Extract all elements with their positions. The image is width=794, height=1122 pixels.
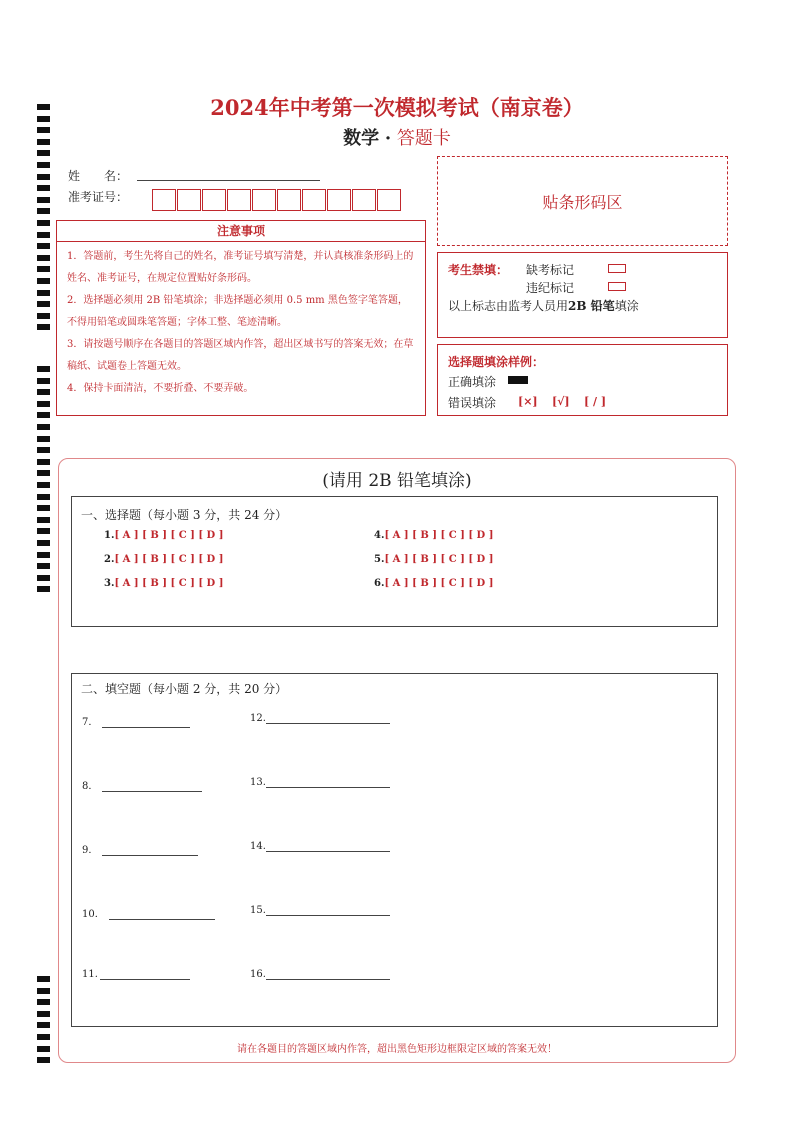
id-digit-box[interactable] (252, 189, 276, 211)
question-number: 2. (104, 554, 115, 565)
timing-mark (37, 290, 50, 296)
notice-panel (56, 220, 426, 416)
answer-line[interactable] (102, 845, 198, 856)
timing-mark (37, 162, 50, 168)
timing-mark (37, 278, 50, 284)
timing-mark (37, 366, 50, 372)
question-number: 5. (374, 554, 385, 565)
question-number: 3. (104, 578, 115, 589)
question-number: 16. (250, 969, 266, 980)
choice-question-4[interactable] (374, 530, 493, 541)
question-number: 13. (250, 777, 266, 788)
footer-warning: 请在各题目的答题区域内作答，超出黑色矩形边框限定区域的答案无效！ (237, 1044, 557, 1055)
timing-mark (37, 1057, 50, 1063)
ban-heading: 考生禁填： (448, 263, 509, 277)
ban-note-bold: 2B 铅笔 (568, 299, 615, 313)
timing-mark (37, 505, 50, 511)
id-digit-box[interactable] (302, 189, 326, 211)
answer-line[interactable] (109, 909, 215, 920)
notice-heading: 注意事项 (57, 221, 425, 242)
answer-line[interactable] (100, 969, 190, 980)
timing-mark (37, 220, 50, 226)
timing-mark (37, 324, 50, 330)
timing-mark (37, 575, 50, 581)
timing-mark (37, 389, 50, 395)
id-digit-box[interactable] (377, 189, 401, 211)
fill-question-16 (250, 969, 390, 980)
timing-mark (37, 412, 50, 418)
timing-mark (37, 150, 50, 156)
choice-question-5[interactable] (374, 554, 493, 565)
timing-mark (37, 255, 50, 261)
subtitle-dot: · (384, 128, 392, 149)
fill-question-12 (250, 713, 390, 724)
timing-mark (37, 517, 50, 523)
question-number: 7． (82, 717, 99, 728)
id-digit-box[interactable] (277, 189, 301, 211)
id-digit-box[interactable] (152, 189, 176, 211)
fill-question-13 (250, 777, 390, 788)
timing-mark (37, 301, 50, 307)
fill-section-title: 二、填空题（每小题 2 分，共 20 分） (81, 682, 288, 696)
id-number-boxes[interactable] (152, 189, 402, 211)
timing-mark (37, 174, 50, 180)
choice-section-title: 一、选择题（每小题 3 分，共 24 分） (81, 508, 288, 522)
timing-mark (37, 378, 50, 384)
wrong-mark-3: [ / ] (584, 395, 607, 408)
timing-mark (37, 313, 50, 319)
card-type: 答题卡 (396, 128, 451, 149)
timing-mark (37, 436, 50, 442)
pencil-hint: (请用 2B 铅笔填涂) (322, 471, 472, 491)
question-number: 10． (82, 909, 105, 920)
choice-question-6[interactable] (374, 578, 493, 589)
subject-name: 数学 (343, 128, 380, 149)
timing-mark (37, 999, 50, 1005)
notice-item: 4．保持卡面清洁，不要折叠、不要弄破。 (67, 383, 254, 394)
notice-item: 1．答题前，考生先将自己的姓名，准考证号填写清楚，并认真核准条形码上的姓名、准考证号，在规定位置贴好条形码。 (67, 251, 414, 284)
answer-line[interactable] (266, 905, 390, 916)
answer-options[interactable]: [ A ] [ B ] [ C ] [ D ] (114, 578, 224, 589)
answer-line[interactable] (266, 969, 390, 980)
answer-line[interactable] (102, 717, 190, 728)
name-label: 姓 名： (68, 169, 129, 183)
question-number: 6. (374, 578, 385, 589)
timing-mark (37, 528, 50, 534)
timing-mark (37, 976, 50, 982)
timing-mark (37, 540, 50, 546)
fill-question-7 (82, 713, 190, 728)
fill-question-10 (82, 905, 215, 920)
id-digit-box[interactable] (227, 189, 251, 211)
choice-question-3[interactable] (104, 578, 223, 589)
answer-options[interactable]: [ A ] [ B ] [ C ] [ D ] (114, 530, 224, 541)
timing-mark (37, 197, 50, 203)
correct-fill-swatch (508, 376, 528, 384)
ban-note (448, 297, 639, 314)
timing-mark (37, 243, 50, 249)
timing-mark (37, 447, 50, 453)
answer-options[interactable]: [ A ] [ B ] [ C ] [ D ] (384, 530, 494, 541)
violation-label: 违纪标记 (526, 281, 575, 295)
fill-sample-panel (437, 344, 728, 416)
timing-mark (37, 586, 50, 592)
fill-question-11 (82, 969, 190, 980)
wrong-fill-label: 错误填涂 (448, 396, 497, 410)
notice-item: 3．请按题号顺序在各题目的答题区域内作答，超出区域书写的答案无效；在草稿纸、试题卷上答题无效。 (67, 339, 414, 372)
wrong-mark-2: [√] (552, 395, 570, 408)
question-number: 8． (82, 781, 99, 792)
absent-label: 缺考标记 (526, 263, 575, 277)
answer-line[interactable] (102, 781, 202, 792)
question-number: 1. (104, 530, 115, 541)
timing-mark (37, 401, 50, 407)
wrong-mark-1: [×] (518, 395, 538, 408)
question-number: 12. (250, 713, 266, 724)
answer-options[interactable]: [ A ] [ B ] [ C ] [ D ] (384, 554, 494, 565)
question-number: 9． (82, 845, 99, 856)
fill-question-9 (82, 841, 198, 856)
barcode-area (437, 156, 728, 246)
question-number: 4. (374, 530, 385, 541)
id-digit-box[interactable] (202, 189, 226, 211)
name-field[interactable] (137, 180, 320, 181)
question-number: 15. (250, 905, 266, 916)
timing-mark (37, 185, 50, 191)
barcode-label: 贴条形码区 (542, 192, 623, 212)
ban-note-end: 填涂 (614, 299, 639, 313)
choice-question-1[interactable] (104, 530, 223, 541)
choice-question-2[interactable] (104, 554, 223, 565)
fill-question-8 (82, 777, 202, 792)
timing-mark (37, 563, 50, 569)
timing-mark (37, 988, 50, 994)
timing-mark (37, 494, 50, 500)
timing-mark (37, 1011, 50, 1017)
violation-mark-box[interactable] (608, 282, 626, 291)
exam-title: 2024年中考第一次模拟考试（南京卷） (210, 95, 584, 120)
answer-line[interactable] (266, 777, 390, 788)
fill-question-15 (250, 905, 390, 916)
timing-mark (37, 1022, 50, 1028)
timing-mark (37, 232, 50, 238)
answer-line[interactable] (266, 713, 390, 724)
card-subtitle (0, 124, 794, 150)
timing-mark (37, 266, 50, 272)
answer-line[interactable] (266, 841, 390, 852)
id-label: 准考证号： (68, 190, 129, 204)
examiner-only-panel (437, 252, 728, 338)
id-digit-box[interactable] (327, 189, 351, 211)
timing-mark (37, 208, 50, 214)
sample-heading: 选择题填涂样例： (448, 355, 545, 369)
correct-fill-label: 正确填涂 (448, 375, 497, 389)
answer-options[interactable]: [ A ] [ B ] [ C ] [ D ] (114, 554, 224, 565)
id-digit-box[interactable] (352, 189, 376, 211)
notice-item: 2．选择题必须用 2B 铅笔填涂；非选择题必须用 0.5 mm 黑色签字笔答题，不得用铅笔或圆珠笔答题；字体工整、笔迹清晰。 (67, 295, 408, 328)
answer-options[interactable]: [ A ] [ B ] [ C ] [ D ] (384, 578, 494, 589)
fill-question-14 (250, 841, 390, 852)
id-digit-box[interactable] (177, 189, 201, 211)
question-number: 14. (250, 841, 266, 852)
timing-mark (37, 552, 50, 558)
timing-mark (37, 424, 50, 430)
timing-mark (37, 459, 50, 465)
question-number: 11. (82, 969, 98, 980)
absent-mark-box[interactable] (608, 264, 626, 273)
ban-note-text: 以上标志由监考人员用 (448, 299, 569, 313)
